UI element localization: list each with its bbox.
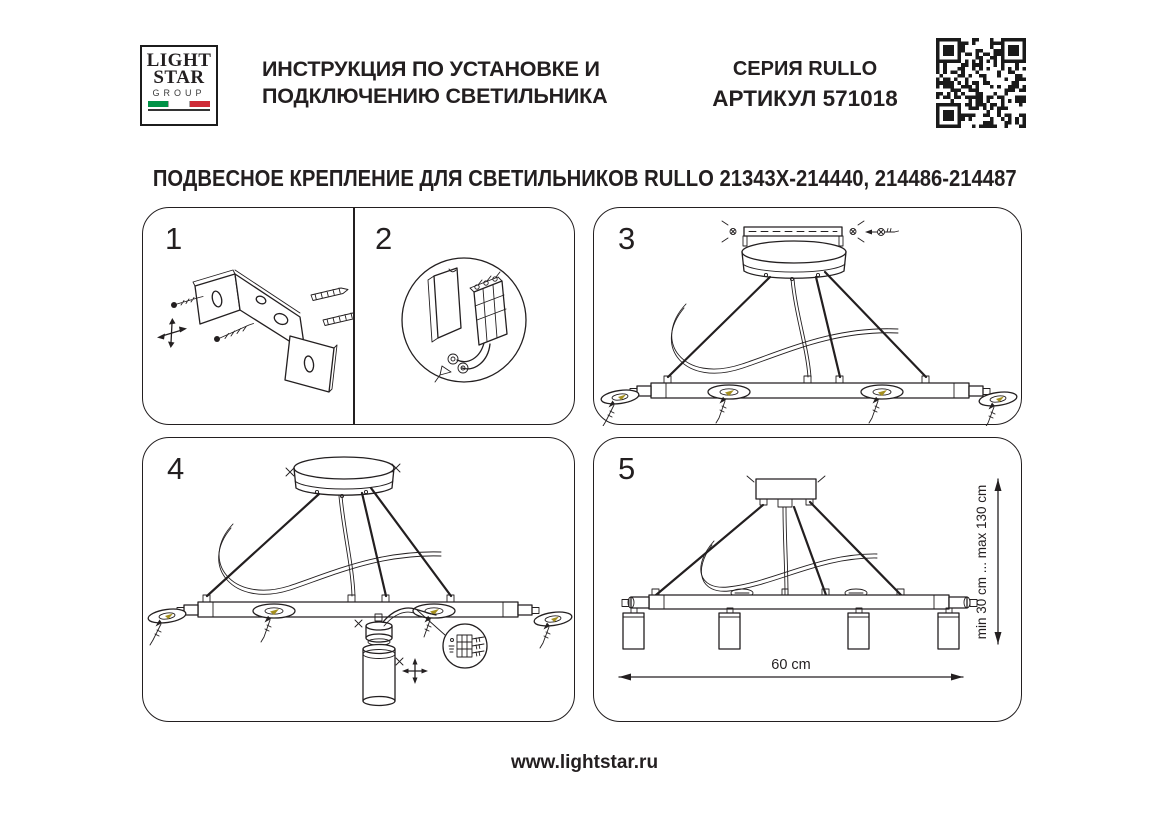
screw-icon [722, 221, 736, 242]
series-article-block [693, 58, 917, 112]
power-cord [671, 304, 898, 373]
article-label: АРТИКУЛ 571018 [712, 86, 898, 111]
move-arrows-icon [157, 318, 187, 348]
power-cord [701, 541, 877, 591]
step-number-3: 3 [618, 221, 636, 256]
wall-anchor-icon [311, 288, 348, 301]
wires-drawing [435, 343, 490, 382]
subtitle: ПОДВЕСНОЕ КРЕПЛЕНИЕ ДЛЯ СВЕТИЛЬНИКОВ RULLO 21343X-214440, 214486-214487 [152, 165, 1017, 191]
fixture-bar-drawing [177, 595, 539, 617]
step-number-5: 5 [618, 451, 636, 486]
bracket-drawing [193, 270, 337, 392]
ceiling-strip-drawing [722, 221, 899, 246]
panel-steps-1-2 [142, 207, 575, 425]
step-number-1: 1 [165, 221, 183, 256]
end-disc-left [600, 388, 639, 426]
panel-step-4 [142, 437, 575, 722]
terminal-detail-circle [443, 624, 487, 668]
website-url: www.lightstar.ru [510, 752, 659, 773]
width-label: 60 cm [771, 657, 811, 673]
screw-icon [214, 324, 254, 343]
italian-flag-stripe [148, 101, 210, 111]
fixture-bar-drawing [622, 589, 977, 609]
end-disc-right [978, 390, 1017, 426]
wall-anchor-icon [323, 313, 354, 326]
height-range-label: min 30 cm ... max 130 cm [974, 484, 989, 640]
shade-cylinders [623, 608, 959, 649]
diagram-step5-final [594, 438, 1023, 723]
diagram-step4-shade-install [143, 438, 576, 723]
width-dimension [619, 657, 963, 681]
diagram-step3-hanging [594, 208, 1023, 426]
logo-text-light: LIGHT [146, 50, 212, 71]
title-line-2: ПОДКЛЮЧЕНИЮ СВЕТИЛЬНИКА [262, 83, 608, 108]
swivel-disc [253, 604, 295, 642]
suspension-cables [656, 502, 901, 595]
diagram-step2-wiring [354, 208, 576, 426]
canopy-drawing [742, 241, 846, 281]
step-number-2: 2 [375, 221, 393, 256]
screw-icon [865, 229, 899, 236]
canopy-drawing [286, 457, 400, 498]
suspension-cables [207, 488, 451, 596]
end-disc-right [533, 610, 572, 648]
end-disc-left [147, 607, 186, 645]
diagram-step1-bracket [143, 208, 354, 426]
screw-icon [850, 221, 864, 242]
logo-text-star: STAR [153, 67, 205, 88]
suspension-cables [668, 272, 926, 377]
move-arrows-icon [402, 658, 428, 684]
socket-and-shade-drawing [355, 614, 403, 706]
height-dimension [974, 479, 1002, 644]
page-title [262, 56, 607, 109]
title-line-1: ИНСТРУКЦИЯ ПО УСТАНОВКЕ И [262, 57, 600, 81]
step-number-4: 4 [167, 451, 185, 486]
lightstar-logo [140, 45, 218, 126]
qr-code-icon [936, 38, 1026, 128]
qr-code [936, 38, 1026, 128]
fixture-bar-drawing [630, 376, 990, 398]
canopy-drawing [747, 476, 825, 507]
mount-plate-drawing [428, 268, 461, 342]
series-label: СЕРИЯ RULLO [732, 58, 878, 80]
terminal-block-icon [470, 272, 507, 345]
power-cord [219, 524, 441, 594]
panel-step-5 [593, 437, 1022, 722]
panel-step-3 [593, 207, 1022, 425]
swivel-disc [861, 385, 903, 423]
swivel-disc [708, 385, 750, 423]
logo-text-group: GROUP [152, 88, 206, 98]
